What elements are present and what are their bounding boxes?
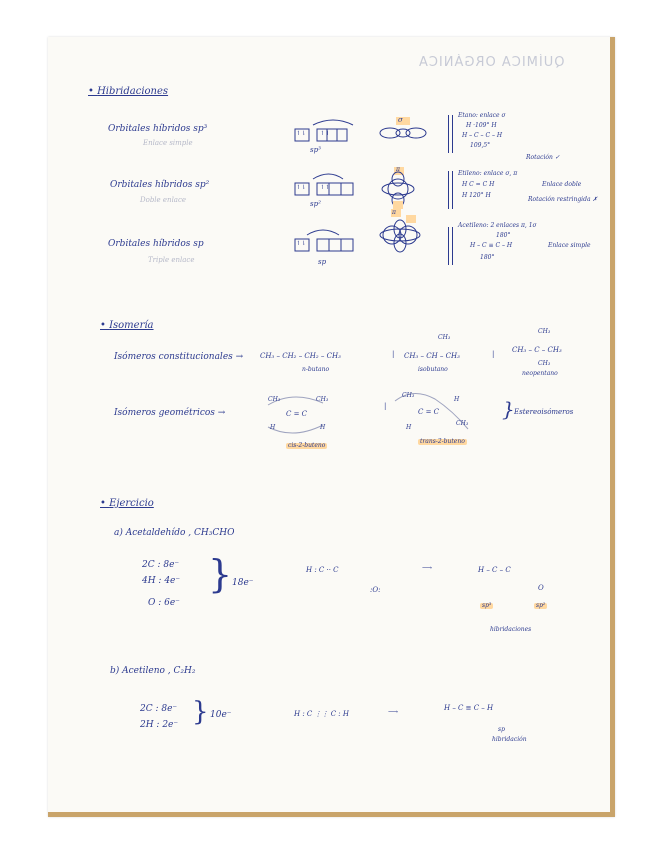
notebook-page [48,37,615,817]
sigma-overlap-orbitals [378,117,428,147]
cis-h-left: H [270,424,276,431]
sp-pi-orbitals [376,209,426,259]
sp2-label: Orbitales híbridos sp² [110,180,210,190]
pi-label: π [396,166,400,173]
etileno-title: Etileno: enlace σ, π [458,170,518,177]
geometric-label: Isómeros geométricos → [114,408,226,418]
trans-ch3-right: CH₃ [456,420,469,427]
sp3-orbital-box-diagram [293,119,373,159]
acetileno-angle: 180° [496,232,511,239]
b-count-h: 2H : 2e⁻ [140,720,179,730]
sp-box-cell-1: ↿⇂ [296,240,307,247]
a-o: O [538,584,544,592]
bleed-through-title: QUÍMICA ORGÁNICA [418,55,565,70]
cis-ch3-right: CH₃ [316,396,329,403]
trans-name: trans-2-buteno [420,438,465,445]
a-sp3-tag: sp³ [482,602,492,609]
sp2-pi-orbitals [378,167,418,211]
cis-ch3-left: CH₃ [268,396,281,403]
divider [452,115,453,153]
isobutano-formula: CH₃ – CH – CH₃ [404,352,460,360]
sp2-box-label: sp² [310,200,321,208]
a-lewis-o: :O: [370,586,381,594]
section-heading-isomeria: • Isomería [100,320,154,331]
etileno-angle: H 120° H [462,192,491,199]
isobutano-name: isobutano [418,366,448,373]
b-count-c: 2C : 8e⁻ [140,704,178,714]
cis-name: cis-2-buteno [288,442,326,449]
stereo-label: Estereoisómeros [514,408,574,416]
trans-ch3-left: CH₃ [402,392,415,399]
sp2-orbital-box-diagram [293,173,373,213]
acetileno-angle-2: 180° [480,254,495,261]
etano-angle: 109,5° [470,142,491,149]
sp-label: Orbitales híbridos sp [108,239,204,249]
etano-structure: H – C – C – H [462,132,503,139]
acetileno-note: Enlace simple [548,242,591,249]
exercise-a-title: a) Acetaldehído , CH₃CHO [114,528,235,538]
a-total: 18e⁻ [232,578,254,588]
trans-h-right: H [454,396,460,403]
a-lewis: H : C ·· C [306,566,339,574]
a-count-c: 2C : 8e⁻ [142,560,180,570]
acetileno-structure: H – C ≡ C – H [470,242,513,249]
a-sp2-tag: sp² [536,602,546,609]
b-lewis: H : C ⋮⋮ C : H [294,710,349,718]
etano-rotation: Rotación ✓ [526,154,560,161]
sp-orbital-box-diagram [293,227,373,267]
divider [452,227,453,265]
constitutional-label: Isómeros constitucionales → [114,352,244,362]
cis-formula: C = C [286,410,308,418]
n-butano-name: n-butano [302,366,330,373]
sp3-box-cell-1: ↿⇂ [296,130,307,137]
b-hybridization-caption: hibridación [492,736,527,743]
sp-box-label: sp [318,258,327,266]
cis-h-right: H [320,424,326,431]
b-brace: } [192,697,209,727]
isobutano-branch: CH₃ [438,334,451,341]
sp3-note: Enlace simple [143,139,193,147]
section-heading-hibridaciones: • Hibridaciones [88,86,169,97]
divider [452,171,453,209]
sp2-note: Doble enlace [140,196,187,204]
neopentano-formula: CH₃ – C – CH₃ [512,346,562,354]
divider [448,115,449,153]
trans-formula: C = C [418,408,440,416]
a-arrow: ⟶ [422,564,433,572]
etileno-note: Enlace doble [542,181,582,188]
etileno-rotation: Rotación restringida ✗ [528,196,598,203]
neopentano-top: CH₃ [538,328,551,335]
acetileno-title: Acetileno: 2 enlaces π, 1σ [458,222,537,229]
trans-h-left: H [406,424,412,431]
a-structure: H – C – C [478,566,511,574]
exercise-b-title: b) Acetileno , C₂H₂ [110,666,196,676]
separator: | [384,402,387,410]
etano-title: Etano: enlace σ [458,112,506,119]
divider [448,227,449,265]
section-heading-ejercicio: • Ejercicio [100,498,154,509]
sigma-label: σ [398,116,403,124]
etileno-structure: H C = C H [462,181,495,188]
sp3-label: Orbitales híbridos sp³ [108,124,208,134]
neopentano-bottom: CH₃ [538,360,551,367]
a-hybridization-caption: hibridaciones [490,626,532,633]
sp2-box-cell-2: ↿↿ [320,184,331,191]
b-sp-tag: sp [498,726,505,733]
a-count-h: 4H : 4e⁻ [142,576,181,586]
sp-note: Triple enlace [148,256,195,264]
neopentano-name: neopentano [522,370,558,377]
divider [448,171,449,209]
b-structure: H – C ≡ C – H [444,704,494,712]
b-arrow: ⟶ [388,708,399,716]
pi-label-sp: π [392,209,396,216]
b-total: 10e⁻ [210,710,232,720]
sp2-box-cell-1: ↿⇂ [296,184,307,191]
a-brace: } [208,552,233,596]
separator: | [392,350,395,358]
n-butano-formula: CH₃ – CH₂ – CH₂ – CH₃ [260,352,341,360]
separator: | [492,350,495,358]
etano-note: H ·109° H [466,122,497,129]
sp3-box-cell-2: ↿↿ [320,130,331,137]
a-count-o: O : 6e⁻ [148,598,180,608]
sp3-box-label: sp³ [310,146,321,154]
brace: } [502,397,515,421]
